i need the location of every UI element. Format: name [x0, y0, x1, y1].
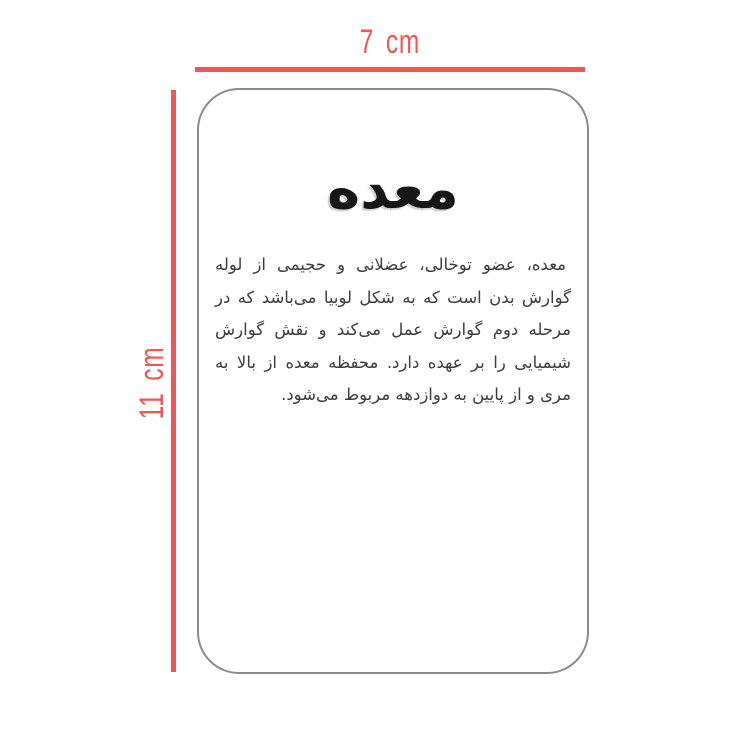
width-dimension-label [195, 22, 585, 62]
height-dimension-label [132, 325, 172, 440]
card-description: معده، عضو توخالی، عضلانی و حجیمی از لوله گوارش بدن است که به شکل لوبیا می‌باشد که در مرحله دوم گوارش عمل می‌کند و نقش گوارش شیمیایی را بر عهده دارد. محفظه معده از بالا به مری و از پایین به دوازدهه مربوط می‌شود. [215, 255, 571, 405]
card-title: معده [327, 157, 459, 222]
width-dimension-line [195, 67, 585, 72]
flashcard [197, 88, 589, 674]
width-dimension-text: 7 cm [359, 23, 421, 61]
height-dimension-text: 11 cm [133, 346, 171, 420]
